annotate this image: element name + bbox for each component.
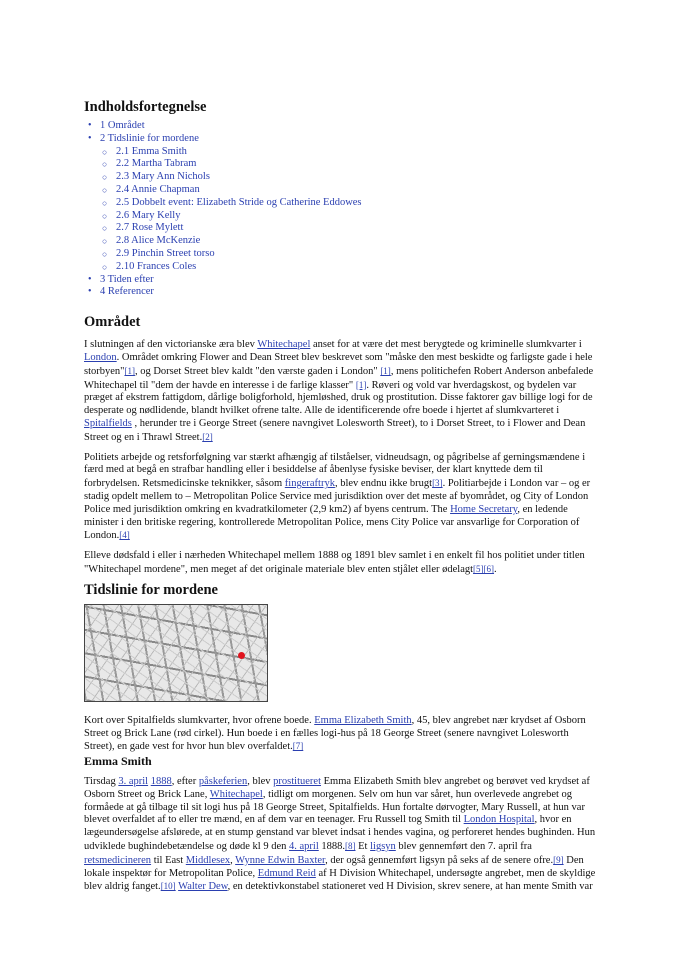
reference-link[interactable]: [1] bbox=[380, 365, 391, 376]
text-run: , herunder tre i George Street (senere navngivet Lolesworth Street), to i Dorset Street, to i Flower and Dean Street og en i Thrawl Street. bbox=[84, 417, 586, 443]
text-run: Tirsdag bbox=[84, 776, 119, 788]
toc-item bbox=[84, 133, 596, 274]
text-run: anset for at være det mest berygtede og kriminelle slumkvarter i bbox=[310, 339, 582, 351]
toc-subitem bbox=[100, 210, 596, 223]
text-run: . Politiarbejde i London var – og er stadig opdelt mellem to – Metropolitan Police Service med jurisdiktion over det meste af byområdet, og City of London Police med jurisdiktion omkring en kvadratkilometer (2,9 km2) af byens centrum. The bbox=[84, 478, 591, 515]
inline-link[interactable]: Emma Elizabeth Smith bbox=[314, 714, 412, 726]
toc-subitem bbox=[100, 235, 596, 248]
inline-link[interactable]: Whitechapel bbox=[257, 339, 311, 351]
text-run: til East bbox=[151, 854, 186, 866]
reference-link[interactable]: [8] bbox=[345, 841, 356, 852]
inline-link[interactable]: fingeraftryk bbox=[284, 478, 335, 490]
text-run: , der også gennemført ligsyn på seks af de senere ofre. bbox=[325, 854, 554, 866]
toc-subitem bbox=[100, 197, 596, 210]
inline-link[interactable]: 4. april bbox=[289, 841, 319, 853]
toc-item bbox=[84, 274, 596, 287]
text-run: 1888. bbox=[318, 841, 346, 853]
inline-link[interactable]: påskeferien bbox=[198, 776, 248, 788]
reference-link[interactable]: [6] bbox=[483, 563, 495, 574]
inline-link[interactable]: London bbox=[84, 351, 117, 363]
subsection-heading-emma-smith: Emma Smith bbox=[84, 754, 152, 769]
toc-link[interactable]: 1 Området bbox=[100, 120, 145, 131]
reference-link[interactable]: [5] bbox=[473, 563, 484, 574]
reference-link[interactable]: [9] bbox=[553, 854, 564, 865]
toc-subitem bbox=[100, 184, 596, 197]
inline-link[interactable]: London Hospital bbox=[463, 814, 535, 826]
map-caption bbox=[84, 715, 596, 754]
toc-subitem bbox=[100, 171, 596, 184]
toc-title: Indholdsfortegnelse bbox=[84, 99, 207, 115]
inline-link[interactable]: Middlesex bbox=[185, 854, 231, 866]
text-run: , blev bbox=[247, 776, 274, 788]
text-run: I slutningen af den victorianske æra blev bbox=[84, 339, 258, 351]
spitalfields-map-image[interactable] bbox=[84, 604, 268, 702]
reference-link[interactable]: [3] bbox=[432, 478, 443, 489]
section-heading-omraadet: Området bbox=[84, 314, 141, 331]
text-run: af H Division Whitechapel, undersøgte angrebet, men de skyldige blev aldrig fanget. bbox=[84, 867, 596, 893]
text-run: , og Dorset Street blev kaldt "den værste gaden i London" bbox=[134, 365, 381, 377]
inline-link[interactable]: Spitalfields bbox=[84, 417, 132, 429]
inline-link[interactable]: Wynne Edwin Baxter bbox=[235, 854, 326, 866]
article bbox=[84, 98, 596, 894]
toc-sublink[interactable]: 2.3 Mary Ann Nichols bbox=[116, 171, 210, 183]
text-run: , 45, blev angrebet nær krydset af Osborn Street og Brick Lane (rød cirkel). Hun boede i en fælles logi-hus på 18 George Street (senere navngivet Lolesworth Street), en gade vest for hvor hun blev overfaldet. bbox=[84, 714, 586, 753]
inline-link[interactable]: Walter Dew bbox=[178, 881, 228, 893]
toc-item bbox=[84, 286, 596, 299]
toc-link[interactable]: 4 Referencer bbox=[100, 286, 154, 298]
toc-sublink[interactable]: 2.4 Annie Chapman bbox=[116, 183, 200, 195]
reference-link[interactable]: [7] bbox=[292, 741, 304, 752]
text-run: Politiets arbejde og retsforfølgning var stærkt afhængig af tilståelser, vidneudsagn, og pågribelse af gerningsmændene i færd med at begå en strafbar handling eller i besiddelse af åbenlyse fysiske beviser, der klart knyttede dem til forbrydelsen. Retsmedicinske teknikker, såsom bbox=[84, 451, 586, 490]
text-run: , hvor en lægeundersøgelse afslørede, at en stump genstand var blevet indsat i hendes vagina, og perforeret hendes bughinden. Hun udviklede bughindebetændelse og døde kl 9 den bbox=[84, 814, 596, 853]
inline-link[interactable]: Home Secretary bbox=[450, 503, 518, 515]
text-run: , en ledende minister i den britiske regering, kontrollerede Metropolitan Police, mens City Police var ansvarlige for Corporation of London. bbox=[84, 503, 580, 542]
text-run: , blev endnu ikke brugt bbox=[334, 478, 433, 490]
toc-sublink[interactable]: 2.5 Dobbelt event: Elizabeth Stride og Catherine Eddowes bbox=[116, 196, 362, 208]
toc-sublink[interactable]: 2.7 Rose Mylett bbox=[116, 222, 184, 234]
text-run: blev gennemført den 7. april fra bbox=[395, 841, 532, 853]
toc-sublink[interactable]: 2.9 Pinchin Street torso bbox=[116, 247, 215, 259]
text-run: . Røveri og vold var hverdagskost, og bydelen var præget af ekstrem fattigdom, dårlige boligforhold, hjemløshed, druk og prostitution. Disse faktorer gav billige logi for de desperate og nødlidende, blandt hvilket ofrene talte. Alle de identificerende ofre boede i hjertet af slumkvarteret i bbox=[84, 379, 593, 417]
toc-link[interactable]: 2 Tidslinie for mordene bbox=[100, 132, 199, 144]
toc-sublink[interactable]: 2.8 Alice McKenzie bbox=[116, 235, 201, 247]
text-run: , bbox=[230, 854, 236, 866]
inline-link[interactable]: Edmund Reid bbox=[257, 867, 316, 879]
reference-link[interactable]: [1] bbox=[355, 379, 367, 390]
toc-sublink[interactable]: 2.1 Emma Smith bbox=[116, 145, 187, 157]
inline-link[interactable]: prostitueret bbox=[273, 776, 321, 788]
toc-sublink[interactable]: 2.2 Martha Tabram bbox=[116, 158, 197, 170]
paragraph-omraadet-1 bbox=[84, 339, 596, 444]
toc-item bbox=[84, 120, 596, 133]
text-run: Kort over Spitalfields slumkvarter, hvor ofrene boede. bbox=[84, 714, 315, 726]
text-run: . Området omkring Flower and Dean Street blev beskrevet som "måske den mest beskidte og farligste gade i hele storbyen" bbox=[84, 351, 593, 377]
text-run: . bbox=[494, 563, 497, 575]
table-of-contents bbox=[84, 120, 596, 299]
red-circle-marker bbox=[238, 652, 245, 659]
inline-link[interactable]: Whitechapel bbox=[209, 788, 263, 800]
text-run: Emma Elizabeth Smith blev angrebet og berøvet ved krydset af Osborn Street og Brick Lane, bbox=[84, 776, 590, 800]
text-run: Et bbox=[355, 841, 371, 853]
text-run: , tidligt om morgenen. Selv om hun var såret, hun overlevede angrebet og formåede at gå tilbage til sit logi hus på 18 George Street, Spitalfields. Hun fortalte dørvogter, Mary Russell, at hun var blevet overfaldet af to eller tre mænd, en af dem var en teenager. Fru Russell tog Smith til bbox=[84, 788, 585, 826]
section-heading-tidslinie: Tidslinie for mordene bbox=[84, 581, 218, 598]
text-run: , mens politichefen Robert Anderson anbefalede Whitechapel til "dem der havde en interesse i de farlige klasser" bbox=[84, 365, 594, 391]
toc-subitem bbox=[100, 146, 596, 159]
reference-link[interactable]: [10] bbox=[160, 881, 176, 892]
text-run: Elleve dødsfald i eller i nærheden Whitechapel mellem 1888 og 1891 blev samlet i en enkelt fil hos politiet under titlen "Whitechapel mordene", men meget af det originale materiale blev enten stjålet eller ødelagt bbox=[84, 550, 585, 575]
text-run: , en detektivkonstabel stationeret ved H Division, skrev senere, at han mente Smith var bbox=[227, 881, 593, 893]
paragraph-emma-smith bbox=[84, 776, 596, 894]
toc-subitem bbox=[100, 261, 596, 274]
reference-link[interactable]: [1] bbox=[124, 365, 135, 376]
toc-link[interactable]: 3 Tiden efter bbox=[100, 273, 154, 285]
toc-sublist bbox=[100, 146, 596, 274]
toc-subitem bbox=[100, 158, 596, 171]
toc-subitem bbox=[100, 222, 596, 235]
reference-link[interactable]: [2] bbox=[202, 431, 213, 442]
text-run: , efter bbox=[171, 776, 199, 788]
reference-link[interactable]: [4] bbox=[119, 530, 130, 541]
inline-link[interactable]: 1888 bbox=[150, 776, 172, 788]
text-run: Den lokale inspektør for Metropolitan Police, bbox=[84, 854, 584, 879]
toc-sublink[interactable]: 2.6 Mary Kelly bbox=[116, 209, 181, 221]
toc-subitem bbox=[100, 248, 596, 261]
inline-link[interactable]: ligsyn bbox=[370, 841, 396, 853]
inline-link[interactable]: retsmedicineren bbox=[84, 854, 152, 866]
toc-sublink[interactable]: 2.10 Frances Coles bbox=[116, 260, 197, 272]
paragraph-omraadet-3 bbox=[84, 550, 596, 577]
inline-link[interactable]: 3. april bbox=[118, 776, 149, 788]
paragraph-omraadet-2 bbox=[84, 452, 596, 544]
